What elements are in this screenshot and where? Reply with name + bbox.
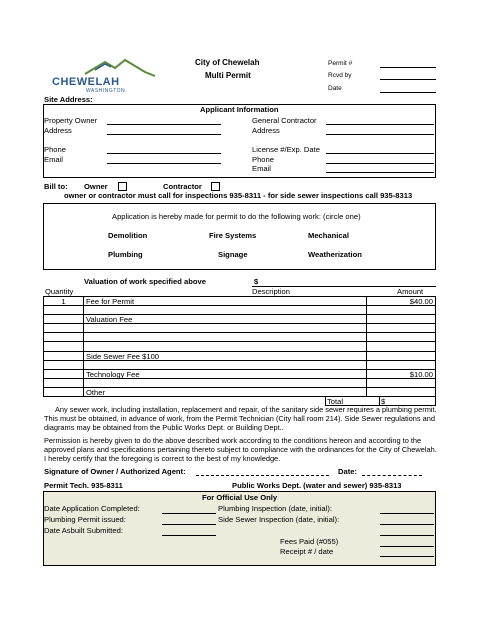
col-amount: Amount (397, 287, 424, 296)
gc-phone-field[interactable] (326, 163, 434, 164)
permit-number-field[interactable] (380, 67, 436, 68)
permission-statement: Permission is hereby given to do the above described work according to the conditions hereon and according to the approved plans and specifications pertaining thereto subject to compliance with the ordinances for the City of Chewelah. I hereby certify that the foregoing is correct to the best of my knowledge. (44, 436, 437, 464)
site-address-label: Site Address: (44, 95, 93, 104)
fee-desc-cell[interactable]: Other (83, 387, 366, 396)
fee-qty-cell[interactable] (43, 360, 83, 369)
col-quantity: Quantity (45, 287, 74, 296)
license-label: License #/Exp. Date (252, 145, 320, 154)
fee-desc-cell[interactable]: Technology Fee (83, 369, 366, 378)
fee-desc-cell[interactable] (83, 341, 366, 350)
fee-amount-cell[interactable] (366, 360, 436, 369)
header-date-label: Date (328, 85, 342, 92)
rcvd-by-label: Rcvd by (328, 72, 352, 79)
owner-email-field[interactable] (107, 163, 221, 164)
fee-row (43, 378, 436, 387)
fee-row (43, 305, 436, 314)
fee-amount-cell[interactable] (366, 314, 436, 323)
fee-qty-cell[interactable] (43, 332, 83, 341)
fee-row (43, 387, 436, 396)
fee-amount-cell[interactable] (366, 387, 436, 396)
asbuilt-label: Date Asbuilt Submitted: (44, 526, 123, 535)
general-contractor-field[interactable] (326, 124, 434, 125)
permit-tech-contact: Permit Tech. 935-8311 (44, 481, 123, 490)
sewer-inspection-field[interactable] (380, 515, 434, 525)
fee-amount-cell[interactable] (366, 341, 436, 350)
logo-wordmark: CHEWELAH (52, 76, 120, 88)
plumbing-issued-label: Plumbing Permit issued: (44, 515, 126, 524)
fee-amount-cell[interactable]: $10.00 (366, 369, 436, 378)
total-label: Total (327, 397, 344, 406)
receipt-field[interactable] (380, 547, 434, 557)
signature-label: Signature of Owner / Authorized Agent: (44, 467, 186, 476)
fee-qty-cell[interactable] (43, 351, 83, 360)
fee-row (43, 369, 436, 378)
fee-row (43, 323, 436, 332)
fee-amount-cell[interactable] (366, 351, 436, 360)
permit-number-label: Permit # (328, 60, 353, 67)
form-title: Multi Permit (205, 71, 251, 80)
inspection-note: owner or contractor must call for inspections 935-8311 - for side sewer inspections call 935-8313 (64, 191, 413, 200)
plumbing-inspection-field[interactable] (380, 504, 434, 514)
fee-qty-cell[interactable] (43, 323, 83, 332)
logo-subtext: WASHINGTON (86, 88, 126, 94)
applicant-title: Applicant Information (200, 105, 279, 114)
fee-table (43, 296, 436, 396)
date-completed-label: Date Application Completed: (44, 504, 140, 513)
fee-amount-cell[interactable]: $40.00 (366, 296, 436, 305)
option-demolition[interactable]: Demolition (108, 231, 148, 240)
extra-field[interactable] (380, 526, 434, 536)
option-mechanical[interactable]: Mechanical (308, 231, 349, 240)
fee-row (43, 332, 436, 341)
fees-paid-field[interactable] (380, 537, 434, 547)
fee-row (43, 351, 436, 360)
public-works-contact: Public Works Dept. (water and sewer) 935-8313 (232, 481, 402, 490)
asbuilt-field[interactable] (162, 526, 216, 536)
gc-address-label: Address (252, 126, 280, 135)
signature-date-label: Date: (338, 467, 357, 476)
fee-desc-cell[interactable]: Fee for Permit (83, 296, 366, 305)
plumbing-issued-field[interactable] (162, 515, 216, 525)
signature-field[interactable] (196, 475, 329, 476)
sewer-inspection-label: Side Sewer Inspection (date, initial): (218, 515, 340, 524)
fee-amount-cell[interactable] (366, 378, 436, 387)
fee-desc-cell[interactable]: Side Sewer Fee $100 (83, 351, 366, 360)
fee-qty-cell[interactable] (43, 378, 83, 387)
fee-row (43, 314, 436, 323)
general-contractor-label: General Contractor (252, 116, 317, 125)
fee-desc-cell[interactable]: Valuation Fee (83, 314, 366, 323)
fee-qty-cell[interactable] (43, 341, 83, 350)
applicant-section (43, 104, 436, 178)
option-weatherization[interactable]: Weatherization (308, 250, 362, 259)
fee-desc-cell[interactable] (83, 360, 366, 369)
gc-address-field[interactable] (326, 134, 434, 135)
fee-row (43, 360, 436, 369)
work-intro: Application is hereby made for permit to do the following work: (circle one) (112, 212, 361, 221)
header-date-field[interactable] (380, 92, 436, 93)
city-title: City of Chewelah (195, 58, 260, 67)
option-fire-systems[interactable]: Fire Systems (209, 231, 257, 240)
property-owner-field[interactable] (107, 124, 221, 125)
valuation-label: Valuation of work specified above (84, 277, 206, 286)
fees-paid-label: Fees Paid (#055) (280, 537, 339, 546)
bill-contractor-checkbox[interactable] (211, 182, 220, 191)
fee-desc-cell[interactable] (83, 305, 366, 314)
fee-amount-cell[interactable] (366, 323, 436, 332)
fee-amount-cell[interactable] (366, 332, 436, 341)
fee-row (43, 296, 436, 305)
rcvd-by-field[interactable] (380, 79, 436, 80)
total-value: $ (381, 397, 386, 406)
option-signage[interactable]: Signage (218, 250, 248, 259)
fee-qty-cell[interactable] (43, 387, 83, 396)
fee-qty-cell[interactable] (43, 369, 83, 378)
owner-address-field[interactable] (107, 134, 221, 135)
fee-qty-cell[interactable] (43, 314, 83, 323)
date-completed-field[interactable] (162, 504, 216, 514)
gc-email-label: Email (252, 164, 271, 173)
valuation-dollar: $ (254, 277, 259, 286)
fee-desc-cell[interactable] (83, 323, 366, 332)
signature-date-field[interactable] (362, 475, 422, 476)
bill-to-label: Bill to: (44, 182, 68, 191)
fee-amount-cell[interactable] (366, 305, 436, 314)
gc-email-field[interactable] (326, 172, 434, 173)
fee-desc-cell[interactable] (83, 378, 366, 387)
property-owner-label: Property Owner (44, 116, 98, 125)
sewer-notice: Any sewer work, including installation, replacement and repair, of the sanitary side sewer requires a plumbing permit. This must be obtained, in advance of work, from the Permit Technician (City hall room 214). Side Sewer regulations and diagrams may be obtained from the Public Works Dept. or Building Dept.. (44, 405, 437, 433)
bill-contractor-label: Contractor (163, 182, 202, 191)
owner-address-label: Address (44, 126, 72, 135)
fee-desc-cell[interactable] (83, 332, 366, 341)
fee-row (43, 341, 436, 350)
fee-qty-cell[interactable]: 1 (43, 296, 83, 305)
bill-owner-label: Owner (84, 182, 108, 191)
owner-phone-field[interactable] (107, 153, 221, 154)
license-field[interactable] (326, 153, 434, 154)
official-title: For Official Use Only (202, 493, 278, 502)
fee-qty-cell[interactable] (43, 305, 83, 314)
option-plumbing[interactable]: Plumbing (108, 250, 143, 259)
receipt-label: Receipt # / date (280, 547, 334, 556)
owner-email-label: Email (44, 155, 63, 164)
col-description: Description (252, 287, 290, 296)
bill-owner-checkbox[interactable] (118, 182, 127, 191)
owner-phone-label: Phone (44, 145, 66, 154)
plumbing-inspection-label: Plumbing Inspection (date, initial): (218, 504, 332, 513)
gc-phone-label: Phone (252, 155, 274, 164)
